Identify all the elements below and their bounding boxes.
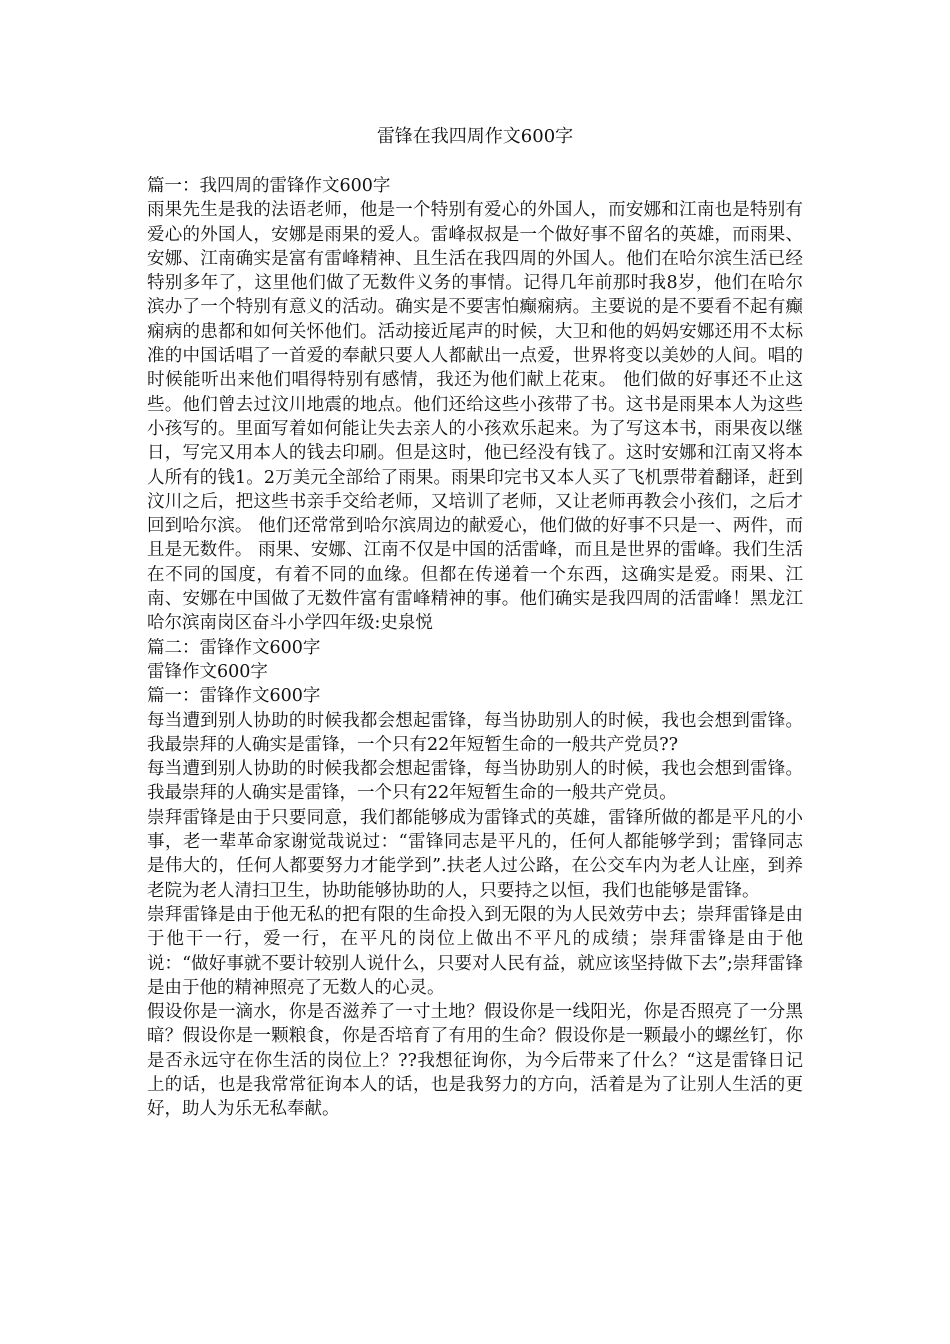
paragraph: 雨果先生是我的法语老师，他是一个特别有爱心的外国人，而安娜和江南也是特别有爱心的外国人，安娜是雨果的爱人。雷峰叔叔是一个做好事不留名的英雄，而雨果、安娜、江南确实是富有雷峰精神、且生活在我四周的外国人。他们在哈尔滨生活已经特别多年了，这里他们做了无数件义务的事情。记得几年前那时我8岁，他们在哈尔滨办了一个特别有意义的活动。确实是不要害怕癫痫病。主要说的是不要看不起有癫痫病的患都和如何关怀他们。活动接近尾声的时候，大卫和他的妈妈安娜还用不太标准的中国话唱了一首爱的奉献只要人人都献出一点爱，世界将变以美妙的人间。唱的时候能听出来他们唱得特别有感情，我还为他们献上花束。 他们做的好事还不止这些。他们曾去过汶川地震的地点。他们还给这些小孩带了书。这书是雨果本人为这些小孩写的。里面写着如何能让失去亲人的小孩欢乐起来。为了写这本书，雨果夜以继日，写完又用本人的钱去印刷。但是这时，他已经没有钱了。这时安娜和江南又将本人所有的钱1。2万美元全部给了雨果。雨果印完书又本人买了飞机票带着翻译，赶到汶川之后，把这些书亲手交给老师，又培训了老师，又让老师再教会小孩们，之后才回到哈尔滨。 他们还常常到哈尔滨周边的献爱心，他们做的好事不只是一、两件，而且是无数件。 雨果、安娜、江南不仅是中国的活雷峰，而且是世界的雷峰。我们生活在不同的国度，有着不同的血缘。但都在传递着一个东西，这确实是爱。雨果、江南、安娜在中国做了无数件富有雷峰精神的事。他们确实是我四周的活雷峰！黑龙江哈尔滨南岗区奋斗小学四年级:史泉悦 [147, 200, 803, 634]
sub-heading: 篇一：雷锋作文600字 [147, 686, 321, 707]
paragraph: 崇拜雷锋是由于只要同意，我们都能够成为雷锋式的英雄，雷锋所做的都是平凡的小事，老一辈革命家谢觉哉说过：“雷锋同志是平凡的，任何人都能够学到；雷锋同志是伟大的，任何人都要努力才能学到”.扶老人过公路，在公交车内为老人让座，到养老院为老人清扫卫生，协助能够协助的人，只要持之以恒，我们也能够是雷锋。 [147, 807, 803, 901]
paragraph: 每当遭到别人协助的时候我都会想起雷锋，每当协助别人的时候，我也会想到雷锋。我最崇拜的人确实是雷锋，一个只有22年短暂生命的一般共产党员?? [147, 710, 803, 755]
section-heading-1: 篇一：我四周的雷锋作文600字 [147, 176, 391, 196]
document-body [147, 174, 803, 1122]
paragraph: 每当遭到别人协助的时候我都会想起雷锋，每当协助别人的时候，我也会想到雷锋。我最崇拜的人确实是雷锋，一个只有22年短暂生命的一般共产党员。 [147, 759, 803, 804]
paragraph: 假设你是一滴水，你是否滋养了一寸土地？假设你是一线阳光，你是否照亮了一分黑暗？假设你是一颗粮食，你是否培育了有用的生命？假设你是一颗最小的螺丝钉，你是否永远守在你生活的岗位上？??我想征询你，为今后带来了什么？“这是雷锋日记上的话，也是我常常征询本人的话，也是我努力的方向，活着是为了让别人生活的更好，助人为乐无私奉献。 [147, 1002, 803, 1120]
paragraph: 崇拜雷锋是由于他无私的把有限的生命投入到无限的为人民效劳中去；崇拜雷锋是由于他干一行，爱一行，在平凡的岗位上做出不平凡的成绩；崇拜雷锋是由于他说：“做好事就不要计较别人说什么，只要对人民有益，就应该坚持做下去”;崇拜雷锋是由于他的精神照亮了无数人的心灵。 [147, 904, 803, 998]
section-heading-2: 篇二：雷锋作文600字 [147, 637, 321, 658]
sub-title: 雷锋作文600字 [147, 661, 268, 682]
document-title: 雷锋在我四周作文600字 [376, 126, 574, 147]
